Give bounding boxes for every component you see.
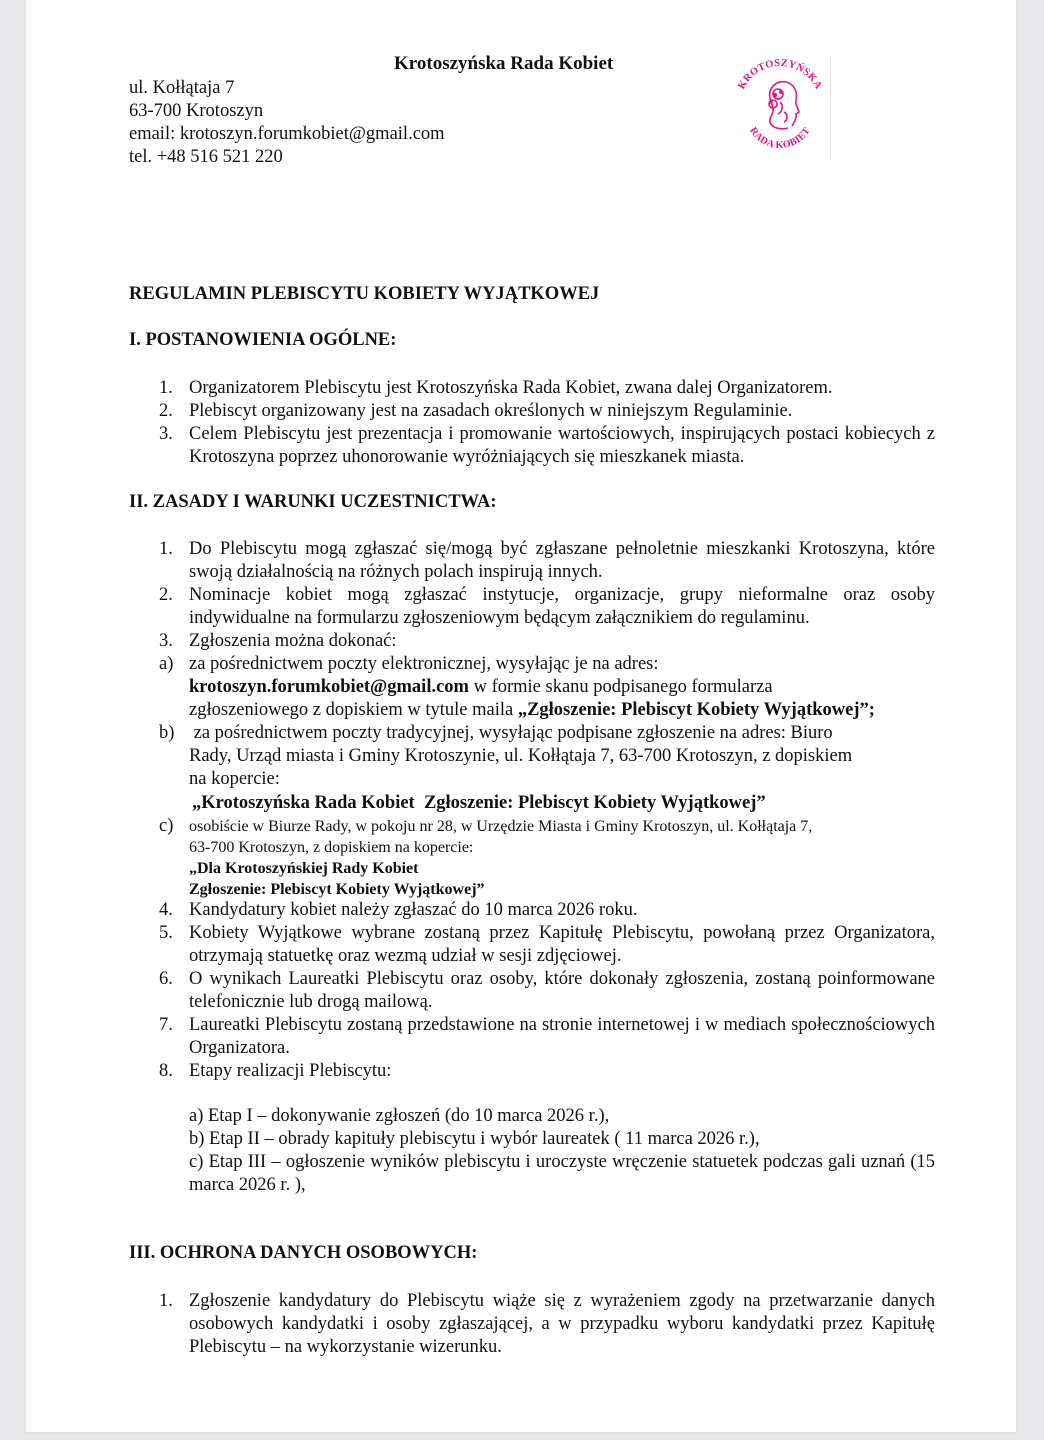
- section-3-heading: III. OCHRONA DANYCH OSOBOWYCH:: [129, 1243, 478, 1263]
- email: email: krotoszyn.forumkobiet@gmail.com: [129, 124, 445, 144]
- item-text: Plebiscyt organizowany jest na zasadach określonych w niniejszym Regulaminie.: [189, 401, 793, 421]
- organization-logo: [726, 52, 834, 160]
- svg-text:KROTOSZYŃSKA: [736, 58, 823, 91]
- item-text: Kobiety Wyjątkowe wybrane zostaną przez Kapitułę Plebiscytu, powołaną przez Organizatora, otrzymają statuetkę oraz wezmą udział w sesji zdjęciowej.: [189, 923, 935, 966]
- sub-item-line: na kopercie:: [189, 769, 280, 789]
- item-text: Etapy realizacji Plebiscytu:: [189, 1061, 392, 1081]
- section-1-heading: I. POSTANOWIENIA OGÓLNE:: [129, 330, 397, 350]
- document-title: REGULAMIN PLEBISCYTU KOBIETY WYJĄTKOWEJ: [129, 284, 600, 304]
- stage-item: a) Etap I – dokonywanie zgłoszeń (do 10 marca 2026 r.),: [189, 1106, 610, 1126]
- sub-item-line: Rady, Urząd miasta i Gminy Krotoszynie, ul. Kołłątaja 7, 63-700 Krotoszyn, z dopiskiem: [189, 746, 853, 766]
- sub-item-line: krotoszyn.forumkobiet@gmail.com w formie skanu podpisanego formularza: [189, 677, 773, 697]
- organization-name: Krotoszyńska Rada Kobiet: [394, 53, 614, 74]
- stage-item: c) Etap III – ogłoszenie wyników plebiscytu i uroczyste wręczenie statuetek podczas gali uznań (15 marca 2026 r. ),: [189, 1152, 935, 1195]
- item-text: Kandydatury kobiet należy zgłaszać do 10 marca 2026 roku.: [189, 900, 638, 920]
- item-text: O wynikach Laureatki Plebiscytu oraz osoby, które dokonały zgłoszenia, zostaną poinformowane telefonicznie lub drogą mailową.: [189, 969, 935, 1012]
- item-number: 3.: [159, 424, 173, 444]
- item-text: Organizatorem Plebiscytu jest Krotoszyńska Rada Kobiet, zwana dalej Organizatorem.: [189, 378, 833, 398]
- sub-item-line: 63-700 Krotoszyn, z dopiskiem na kopercie:: [189, 839, 474, 856]
- item-number: 4.: [159, 900, 173, 920]
- stage-item: b) Etap II – obrady kapituły plebiscytu i wybór laureatek ( 11 marca 2026 r.),: [189, 1129, 760, 1149]
- item-text: Zgłoszenie kandydatury do Plebiscytu wiąże się z wyrażeniem zgody na przetwarzanie danych osobowych kandydatki i osoby zgłaszającej, a w przypadku wyboru kandydatki przez Kapitułę Plebiscytu – na wykorzystanie wizerunku.: [189, 1291, 935, 1357]
- street: ul. Kołłątaja 7: [129, 78, 235, 98]
- item-text: Laureatki Plebiscytu zostaną przedstawione na stronie internetowej i w mediach społecznościowych Organizatora.: [189, 1015, 935, 1058]
- item-number: 3.: [159, 631, 173, 651]
- item-number: 1.: [159, 378, 173, 398]
- envelope-note: „Krotoszyńska Rada Kobiet Zgłoszenie: Plebiscyt Kobiety Wyjątkowej”: [192, 793, 766, 813]
- sub-item-letter: b): [159, 723, 175, 743]
- section-2-heading: II. ZASADY I WARUNKI UCZESTNICTWA:: [129, 492, 497, 512]
- logo-text-top: KROTOSZYŃSKA: [736, 57, 824, 92]
- item-number: 1.: [159, 1291, 173, 1311]
- logo-text-bottom: RADA KOBIET: [747, 125, 813, 152]
- item-number: 6.: [159, 969, 173, 989]
- item-number: 1.: [159, 539, 173, 559]
- item-number: 2.: [159, 401, 173, 421]
- woman-profile-icon: [769, 82, 799, 129]
- address-block: [129, 77, 445, 169]
- envelope-note: „Dla Krotoszyńskiej Rady Kobiet: [189, 860, 419, 877]
- sub-item-line: osobiście w Biurze Rady, w pokoju nr 28, w Urzędzie Miasta i Gminy Krotoszyn, ul. Kołłątaja 7,: [189, 818, 813, 835]
- item-number: 8.: [159, 1061, 173, 1081]
- document-page: [26, 0, 1016, 1432]
- item-text: Celem Plebiscytu jest prezentacja i promowanie wartościowych, inspirujących postaci kobiecych z Krotoszyna poprzez uhonorowanie wyróżniających się mieszkanek miasta.: [189, 424, 935, 467]
- item-text: Nominacje kobiet mogą zgłaszać instytucje, organizacje, grupy nieformalne oraz osoby indywidualne na formularzu zgłoszeniowym będącym załącznikiem do regulaminu.: [189, 585, 935, 628]
- item-number: 5.: [159, 923, 173, 943]
- item-text: Zgłoszenia można dokonać:: [189, 631, 397, 651]
- envelope-note: Zgłoszenie: Plebiscyt Kobiety Wyjątkowej”: [189, 881, 485, 898]
- item-text: Do Plebiscytu mogą zgłaszać się/mogą być zgłaszane pełnoletnie mieszkanki Krotoszyna, które swoją działalnością na różnych polach inspirują innych.: [189, 539, 935, 582]
- sub-item-line: zgłoszeniowego z dopiskiem w tytule maila „Zgłoszenie: Plebiscyt Kobiety Wyjątkowej”;: [189, 700, 875, 720]
- item-number: 7.: [159, 1015, 173, 1035]
- sub-item-letter: c): [159, 816, 174, 836]
- item-number: 2.: [159, 585, 173, 605]
- city: 63-700 Krotoszyn: [129, 101, 264, 121]
- email-link[interactable]: krotoszyn.forumkobiet@gmail.com: [189, 677, 469, 697]
- sub-item-letter: a): [159, 654, 174, 674]
- phone: tel. +48 516 521 220: [129, 147, 283, 167]
- sub-item-line: za pośrednictwem poczty elektronicznej, wysyłając je na adres:: [189, 654, 659, 674]
- sub-item-line: za pośrednictwem poczty tradycyjnej, wysyłając podpisane zgłoszenie na adres: Biuro: [189, 723, 833, 743]
